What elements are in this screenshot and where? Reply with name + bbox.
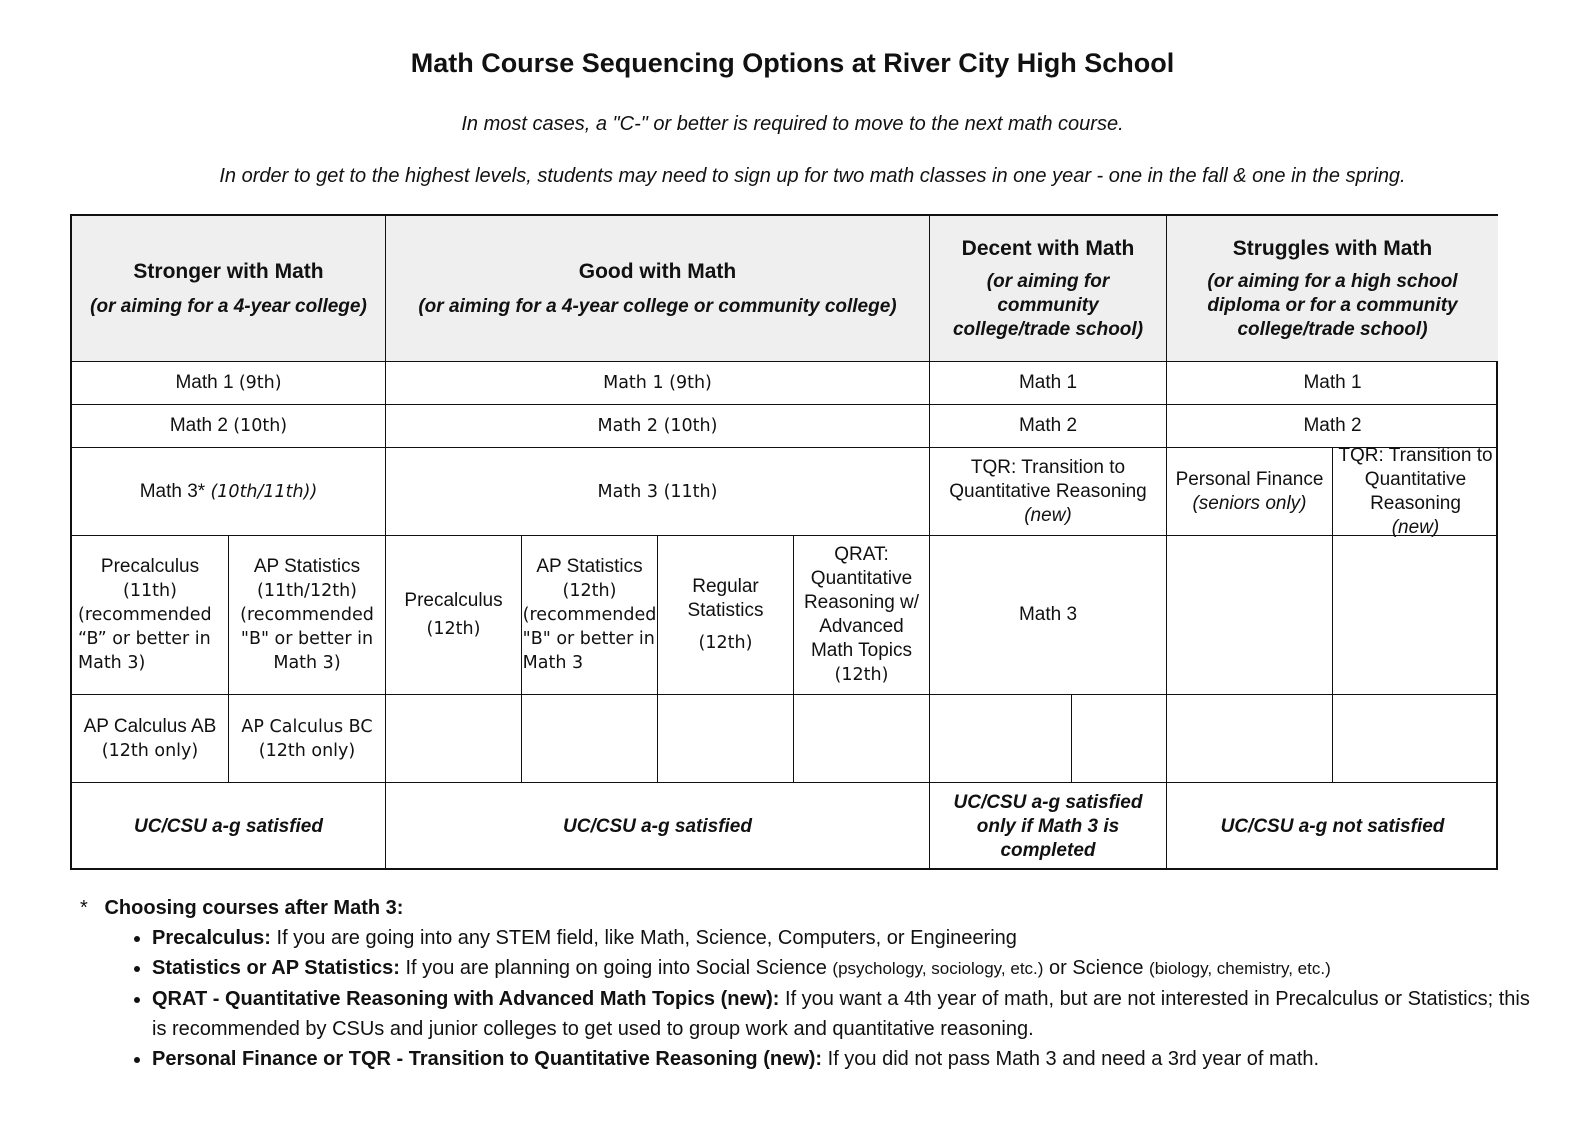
notes-heading-line [80,893,1530,923]
row1-stronger-course: Math 1 [175,372,234,393]
page-title: Math Course Sequencing Options at River City High School [410,48,1175,78]
precalc-good-course: Precalculus [404,590,503,611]
subtitle-two-classes: In order to get to the highest levels, students may need to sign up for two math classes in one year - one in the fall & one in the spring. [219,165,1406,187]
header-decent-sub: (or aiming for community college/trade school) [952,270,1144,340]
note-qrat-text: If you want a 4th year of math, but are not interested in Precalculus or Statistics; this is recommended by CSUs and junior colleges to get used to group work and quantitative reasoning. [152,988,1530,1040]
apstat-good-course: AP Statistics [536,556,643,577]
note-statistics-examples2: (biology, chemistry, etc.) [1149,959,1331,978]
row5-empty-6 [1072,695,1167,783]
note-precalculus-label: Precalculus: [152,927,271,949]
row5-empty-3 [658,695,794,783]
header-struggles-title: Struggles with Math [1232,236,1433,260]
row4-qrat [794,536,930,695]
note-statistics-text: If you are planning on going into Social Science [405,957,827,979]
note-statistics-label: Statistics or AP Statistics: [152,957,400,979]
row3-stronger-grade: (10th/11th)) [210,481,318,502]
calc-ab-grade: (12th only) [101,740,199,761]
header-struggles [1167,216,1498,362]
regstat-course: Regular Statistics [687,576,764,621]
row3-decent [930,448,1167,536]
notes-section [80,893,1530,1074]
note-statistics-mid: or Science [1048,957,1144,979]
course-sequence-table [70,214,1498,870]
note-pf-text: If you did not pass Math 3 and need a 3rd year of math. [827,1048,1320,1070]
row5-empty-4 [794,695,930,783]
row5-empty-7 [1167,695,1333,783]
row4-struggles-b [1333,536,1498,695]
notes-list [80,923,1530,1074]
header-good-title: Good with Math [578,259,737,283]
row3-decent-note: (new) [1024,504,1072,526]
note-qrat [152,984,1530,1044]
apstat-stronger-rec: (recommended "B" or better in Math 3) [240,605,374,673]
row3-tqr-course: TQR: Transition to Quantitative Reasoning [1338,444,1493,514]
row2-struggles: Math 2 [1167,405,1498,448]
row3-stronger-course: Math 3* [139,480,206,502]
row3-struggles-tqr [1333,444,1498,538]
row4-precalc-stronger [72,536,229,695]
note-precalculus-text: If you are going into any STEM field, like Math, Science, Computers, or Engineering [276,927,1017,949]
header-good-sub: (or aiming for a 4-year college or community college) [418,295,897,317]
row2-decent: Math 2 [930,405,1167,448]
row5-empty-5 [930,695,1072,783]
header-struggles-sub: (or aiming for a high school diploma or for a community college/trade school) [1207,270,1458,340]
apstat-good-grade: (12th) [562,581,617,601]
note-qrat-label: QRAT - Quantitative Reasoning with Advanced Math Topics (new): [152,988,780,1010]
qrat-course: QRAT: Quantitative Reasoning w/ Advanced Math Topics [803,544,920,661]
row4-decent: Math 3 [930,536,1167,695]
row1-stronger-grade: (9th) [238,373,282,393]
row5-calc-ab [72,695,229,783]
row4-struggles-a [1167,536,1333,695]
row6-stronger: UC/CSU a-g satisfied [72,783,386,870]
row3-good: Math 3 (11th) [386,448,930,536]
row1-decent: Math 1 [930,362,1167,405]
note-statistics [152,953,1530,984]
calc-ab-course: AP Calculus AB [83,715,217,737]
row3-pf-note: (seniors only) [1192,492,1307,514]
header-stronger-title: Stronger with Math [133,259,324,283]
precalc-good-grade: (12th) [426,619,481,639]
header-stronger [72,216,386,362]
regstat-grade: (12th) [698,633,753,653]
apstat-stronger-course: AP Statistics [253,556,361,577]
row3-personal-finance [1167,448,1333,536]
row6-decent: UC/CSU a-g satisfied only if Math 3 is completed [930,783,1167,870]
notes-heading: Choosing courses after Math 3: [104,897,404,919]
note-precalculus [152,923,1530,953]
row2-stronger-course: Math 2 [169,415,228,436]
row3-tqr-note: (new) [1391,516,1440,538]
row4-apstat-good [522,536,658,695]
row6-struggles: UC/CSU a-g not satisfied [1220,815,1445,837]
header-good [386,216,930,362]
row2-stronger [72,405,386,448]
row5-calc-bc [229,695,386,783]
notes-asterisk: * [80,897,88,919]
row3-pf-course: Personal Finance [1175,468,1324,490]
note-personal-finance [152,1044,1530,1074]
row4-precalc-good [386,536,522,695]
row4-apstat-stronger [229,536,386,695]
row5-empty-2 [522,695,658,783]
precalc-stronger-rec: (recommended “B” or better in Math 3) [78,605,212,673]
row3-stronger [72,448,386,536]
row1-good: Math 1 (9th) [386,362,930,405]
header-decent-title: Decent with Math [961,236,1135,260]
precalc-stronger-grade: (11th) [123,581,177,601]
row6-good: UC/CSU a-g satisfied [386,783,930,870]
row4-regular-stats [658,536,794,695]
apstat-good-rec: (recommended "B" or better in Math 3 [522,605,657,673]
calc-bc-grade: (12th only) [258,740,356,761]
apstat-stronger-grade: (11th/12th) [257,581,357,601]
row5-empty-8 [1333,695,1498,783]
row3-decent-course: TQR: Transition to Quantitative Reasoning [949,456,1147,502]
note-statistics-examples1: (psychology, sociology, etc.) [832,959,1044,978]
header-stronger-sub: (or aiming for a 4-year college) [90,295,367,317]
row5-empty-1 [386,695,522,783]
calc-bc-course: AP Calculus BC [241,716,373,737]
precalc-stronger-course: Precalculus [100,556,200,577]
header-decent [930,216,1167,362]
qrat-grade: (12th) [834,665,889,685]
subtitle-grade-requirement: In most cases, a "C-" or better is required to move to the next math course. [461,113,1124,135]
row2-good: Math 2 (10th) [386,405,930,448]
row2-stronger-grade: (10th) [233,416,288,436]
note-pf-label: Personal Finance or TQR - Transition to Quantitative Reasoning (new): [152,1048,823,1070]
row1-struggles: Math 1 [1167,362,1498,405]
row1-stronger [72,362,386,405]
